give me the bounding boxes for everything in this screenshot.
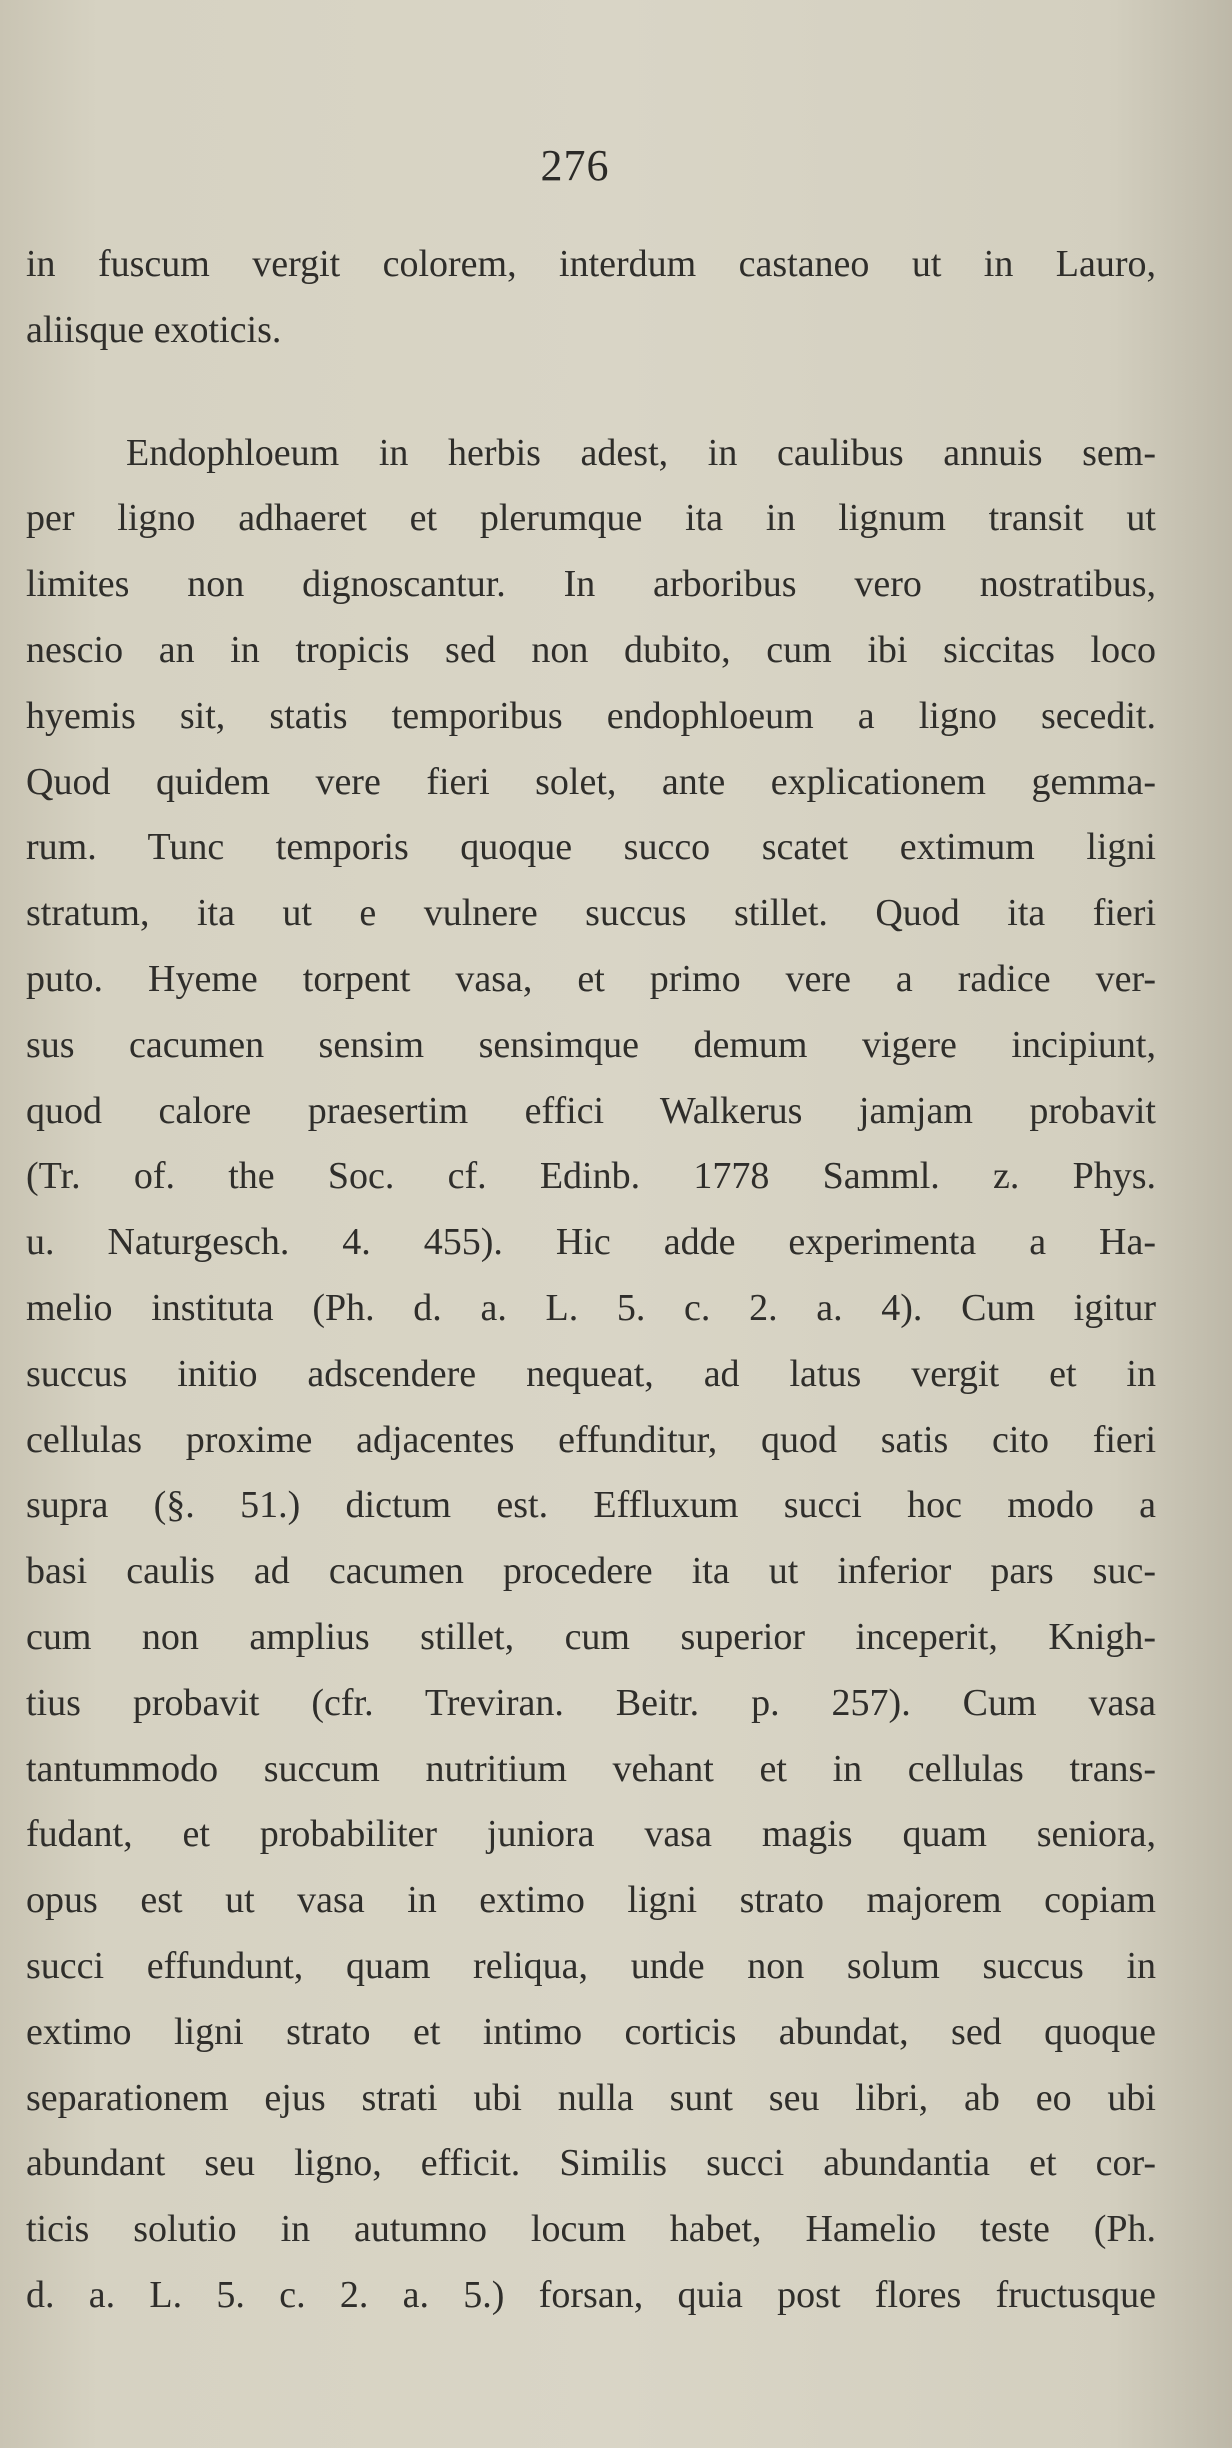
text-line: abundant seu ligno, efficit. Similis succi abundantia et cor- bbox=[26, 2142, 1156, 2185]
text-line: cellulas proxime adjacentes effunditur, quod satis cito fieri bbox=[26, 1418, 1156, 1461]
text-line: stratum, ita ut e vulnere succus stillet. Quod ita fieri bbox=[26, 892, 1156, 935]
text-line: succi effundunt, quam reliqua, unde non solum succus in bbox=[26, 1944, 1156, 1987]
text-line: d. a. L. 5. c. 2. a. 5.) forsan, quia post flores fructusque bbox=[26, 2273, 1156, 2316]
text-line: separationem ejus strati ubi nulla sunt seu libri, ab eo ubi bbox=[26, 2076, 1156, 2119]
text-line: cum non amplius stillet, cum superior inceperit, Knigh- bbox=[26, 1615, 1156, 1658]
text-line: succus initio adscendere nequeat, ad latus vergit et in bbox=[26, 1352, 1156, 1395]
text-line: basi caulis ad cacumen procedere ita ut inferior pars suc- bbox=[26, 1550, 1156, 1593]
text-line: supra (§. 51.) dictum est. Effluxum succi hoc modo a bbox=[26, 1484, 1156, 1527]
text-line: aliisque exoticis. bbox=[26, 308, 282, 351]
text-line: opus est ut vasa in extimo ligni strato majorem copiam bbox=[26, 1879, 1156, 1922]
text-line: u. Naturgesch. 4. 455). Hic adde experimenta a Ha- bbox=[26, 1221, 1156, 1264]
text-line: tius probavit (cfr. Treviran. Beitr. p. 257). Cum vasa bbox=[26, 1681, 1156, 1724]
text-line: fudant, et probabiliter juniora vasa magis quam seniora, bbox=[26, 1813, 1156, 1856]
text-line: melio instituta (Ph. d. a. L. 5. c. 2. a. 4). Cum igitur bbox=[26, 1286, 1156, 1329]
text-line: tantummodo succum nutritium vehant et in cellulas trans- bbox=[26, 1747, 1156, 1790]
text-line: sus cacumen sensim sensimque demum vigere incipiunt, bbox=[26, 1023, 1156, 1066]
paragraph-gap bbox=[26, 364, 1156, 421]
text-line: quod calore praesertim effici Walkerus jamjam probavit bbox=[26, 1089, 1156, 1132]
text-line: ticis solutio in autumno locum habet, Hamelio teste (Ph. bbox=[26, 2208, 1156, 2251]
text-line: (Tr. of. the Soc. cf. Edinb. 1778 Samml. z. Phys. bbox=[26, 1155, 1156, 1198]
text-line: rum. Tunc temporis quoque succo scatet extimum ligni bbox=[26, 826, 1156, 869]
body-text bbox=[26, 232, 1156, 2329]
text-line: limites non dignoscantur. In arboribus vero nostratibus, bbox=[26, 563, 1156, 606]
text-line: Endophloeum in herbis adest, in caulibus annuis sem- bbox=[126, 431, 1156, 474]
text-line: Quod quidem vere fieri solet, ante explicationem gemma- bbox=[26, 760, 1156, 803]
text-line: nescio an in tropicis sed non dubito, cum ibi siccitas loco bbox=[26, 628, 1156, 671]
text-line: per ligno adhaeret et plerumque ita in lignum transit ut bbox=[26, 497, 1156, 540]
text-line: in fuscum vergit colorem, interdum castaneo ut in Lauro, bbox=[26, 243, 1156, 285]
text-line: puto. Hyeme torpent vasa, et primo vere a radice ver- bbox=[26, 957, 1156, 1000]
text-line: extimo ligni strato et intimo corticis abundat, sed quoque bbox=[26, 2010, 1156, 2053]
page-number: 276 bbox=[540, 141, 610, 190]
text-line: hyemis sit, statis temporibus endophloeum a ligno secedit. bbox=[26, 694, 1156, 737]
